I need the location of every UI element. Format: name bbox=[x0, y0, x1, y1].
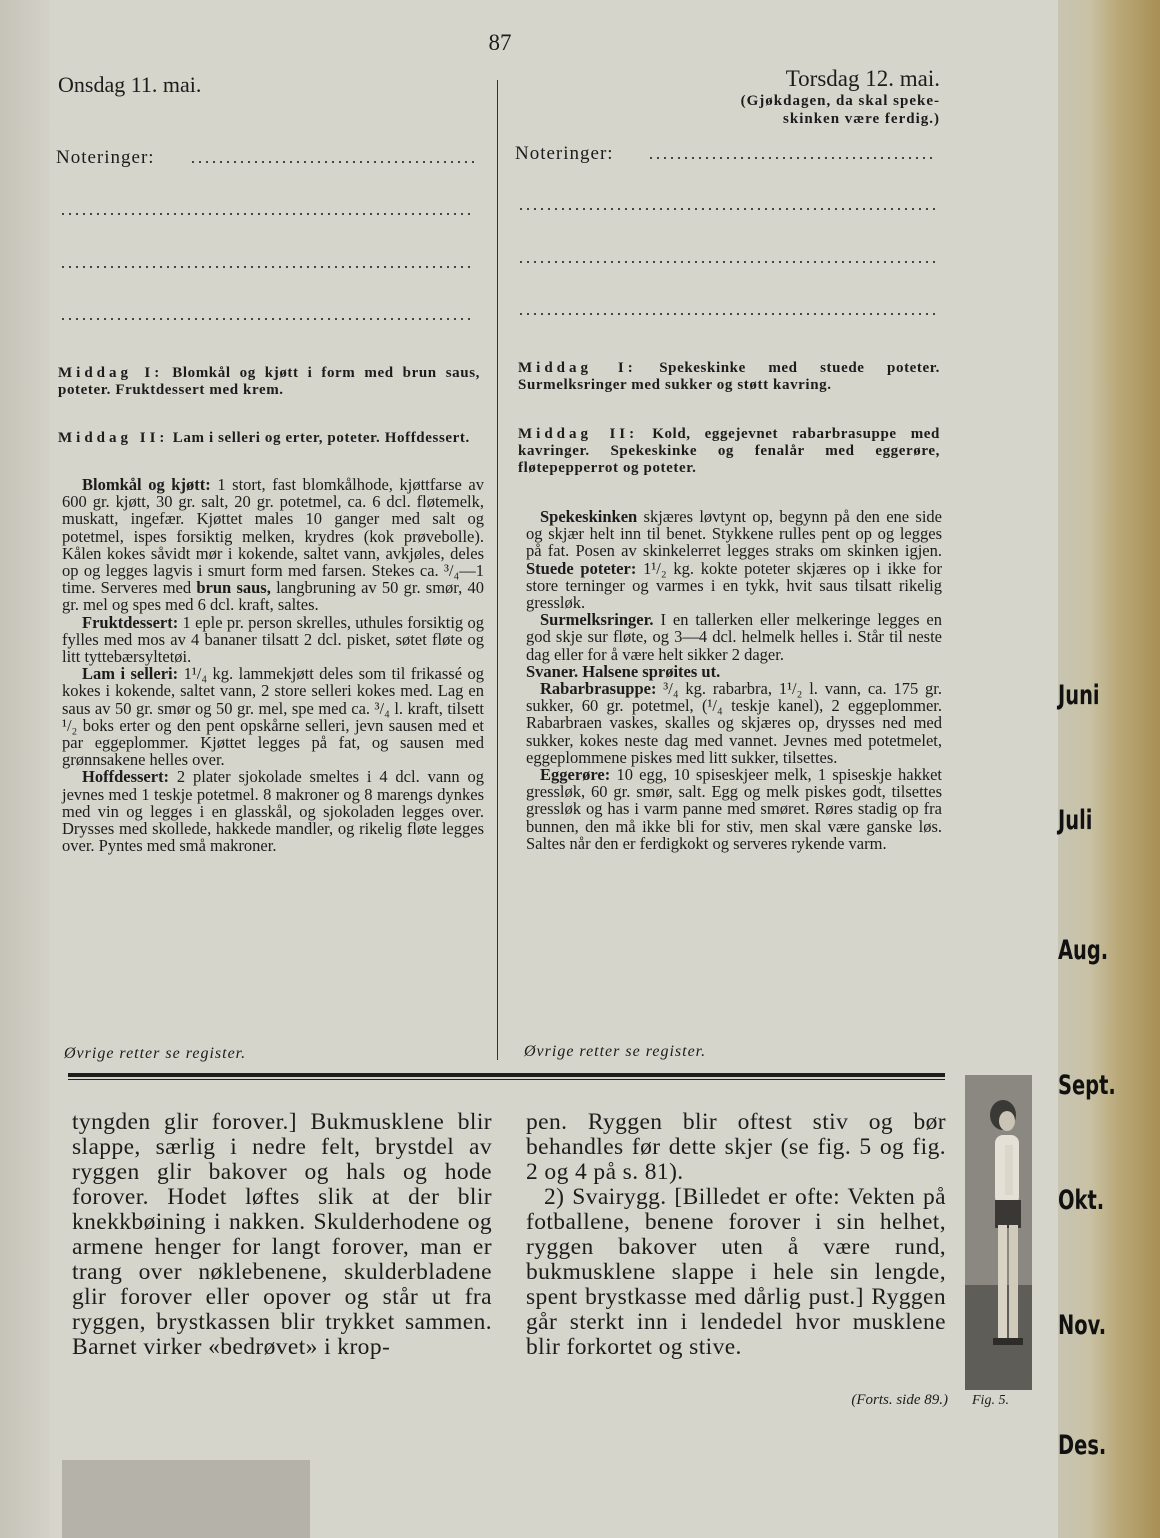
stain-box bbox=[62, 1460, 310, 1538]
article-right-column bbox=[526, 1110, 946, 1360]
recipe-heading: Stuede poteter: bbox=[526, 558, 637, 578]
recipe-text: 1¹/₄ kg. lammekjøtt deles som til frikassé og kokes i kokende, saltet vann, 2 store selleri kokes med. Lag en saus av 50 gr. smør og 50 gr. mel, spe med ca. ³/₄ l. kraft, tilsett ¹/₂ boks erter og den pent opskårne selleri, jevn sausen med et par eggeplommer. Kjøttet legges på fat, og sausen med grønnsakene helles over. bbox=[62, 664, 484, 770]
left-recipes bbox=[62, 476, 484, 854]
recipe-heading: Lam i selleri: bbox=[82, 664, 179, 684]
recipe-text: I en tallerken eller melkeringe legges en god skje sur fløte, og 3—4 dcl. helmelk helles i. Står til neste dag eller for å være helt sikker 2 dager. bbox=[526, 610, 942, 664]
right-ovrige-note: Øvrige retter se register. bbox=[524, 1043, 707, 1060]
right-notes-line-1 bbox=[650, 157, 935, 159]
tab-sept[interactable]: Sept. bbox=[1058, 1070, 1116, 1101]
section-divider-thin bbox=[68, 1079, 945, 1080]
left-middag-1-text: Blomkål og kjøtt i form med brun saus, poteter. Fruktdessert med krem. bbox=[58, 365, 480, 398]
recipe-heading: Surmelksringer. bbox=[540, 610, 654, 630]
section-divider bbox=[68, 1073, 945, 1077]
tab-okt[interactable]: Okt. bbox=[1058, 1185, 1105, 1216]
left-ovrige-note: Øvrige retter se register. bbox=[64, 1045, 247, 1062]
right-middag-1-text: Spekeskinke med stuede poteter. Surmelksringer med sukker og støtt kavring. bbox=[518, 360, 941, 393]
recipe-text: 1¹/₂ kg. kokte poteter skjæres op i ikke for store terninger og varmes i en tykk, hvit saus tilsatt rikelig gressløk. bbox=[526, 558, 942, 613]
left-day-title: Onsdag 11. mai. bbox=[58, 72, 202, 97]
recipe-heading: Hoffdessert: bbox=[82, 767, 170, 787]
left-notes-label: Noteringer: bbox=[56, 147, 155, 168]
left-middag-1 bbox=[58, 365, 480, 399]
article-paragraph-1: pen. Ryggen blir oftest stiv og bør behandles før dette skjer (se fig. 5 og fig. 2 og 4 på s. 81). bbox=[526, 1109, 946, 1185]
left-middag-2 bbox=[58, 430, 480, 447]
right-day-subtitle-1: (Gjøkdagen, da skal speke- bbox=[740, 93, 940, 109]
left-middag-2-text: Lam i selleri og erter, poteter. Hoffdessert. bbox=[172, 430, 470, 446]
recipe-text: 10 egg, 10 spiseskjeer melk, 1 spiseskje hakket gressløk, 60 gr. smør, salt. Egg og melk piskes godt, tilsettes gressløk og has i varm panne med smøret. Røres stadig op fra bunnen, den må ikke bli for stiv, men skal være ganske løs. Saltes når den er ferdigkokt og serveres rykende varm. bbox=[526, 765, 942, 853]
right-day-title bbox=[515, 66, 940, 128]
left-notes-line-3 bbox=[62, 266, 474, 268]
right-middag-2-text: Kold, eggejevnet rabarbrasuppe med kavringer. Spekeskinke og fenalår med eggerøre, fløtepepperrot og poteter. bbox=[518, 426, 940, 476]
page-edge-tabs bbox=[1058, 0, 1160, 1538]
tab-juli[interactable]: Juli bbox=[1058, 805, 1093, 836]
left-notes-line-2 bbox=[62, 213, 474, 215]
left-middag-1-label: Middag I: bbox=[58, 365, 164, 381]
right-notes-line-3 bbox=[520, 261, 935, 263]
recipe-heading: brun saus, bbox=[196, 578, 271, 598]
recipe-text: skjæres løvtynt op, begynn på den ene side og skjær helt inn til benet. Stykkene rulles pent op og legges på fat. Posen av skinkelerret legges straks om skinken igjen. bbox=[526, 507, 943, 561]
figure-caption: Fig. 5. bbox=[972, 1393, 1009, 1408]
tab-juni[interactable]: Juni bbox=[1058, 680, 1100, 711]
figure-photo bbox=[965, 1075, 1032, 1390]
right-middag-1 bbox=[518, 360, 940, 394]
recipe-text: 1 stort, fast blomkålhode, kjøttfarse av 600 gr. kjøtt, 30 gr. salt, 20 gr. potetmel, ca. 6 dcl. fløtemelk, muskatt, ingefær. Kjøttet males 10 ganger med salt og potetmel, ispes forsiktig melken, krydres (kok prøvebolle). Kålen kokes såvidt mør i kokende, saltet vann, avkjøles, deles op og legges lagvis i smurt form med farsen. Stekes ca. ³/₄—1 time. Serveres med bbox=[62, 475, 485, 598]
left-middag-2-label: Middag II: bbox=[58, 430, 169, 446]
standing-child-figure bbox=[965, 1075, 1032, 1390]
right-day-subtitle-2: skinken være ferdig.) bbox=[783, 111, 940, 127]
column-divider bbox=[497, 80, 498, 1060]
recipe-heading: Blomkål og kjøtt: bbox=[82, 475, 211, 494]
recipe-text: ³/₄ kg. rabarbra, 1¹/₂ l. vann, ca. 175 gr. sukker, 60 gr. potetmel, (¹/₄ teskje kanel), 2 eggeplommer. Rabarbraen vaskes, skalles og skjæres op, drysses ned med sukker, kokes neste dag med vannet. Jevnes med potetmelet, eggeplommene piskes med litt sukker, tilsettes. bbox=[526, 679, 942, 767]
right-middag-2-label: Middag II: bbox=[518, 426, 639, 442]
page-number: 87 bbox=[488, 30, 512, 55]
article-left-column: tyngden glir forover.] Bukmusklene blir slappe, særlig i nedre felt, brystdel av ryggen glir bakover og hals og hode forover. Hodet løftes slik at der blir knekkbøining i nakken. Skulderhodene og armene henger for langt forover, man er trang over nøklebenene, skulderbladene glir forover eller opover og står ut fra ryggen, brystkassen blir trykket sammen. Barnet virker «bedrøvet» i krop- bbox=[72, 1109, 492, 1360]
right-notes-line-2 bbox=[520, 208, 935, 210]
recipe-text: 1 eple pr. person skrelles, uthules forsiktig og fylles med mos av 4 bananer tilsatt 2 dcl. pisket, søtet fløte og litt tyttebærsyltetøi. bbox=[62, 612, 484, 667]
tab-des[interactable]: Des. bbox=[1058, 1430, 1107, 1461]
tab-nov[interactable]: Nov. bbox=[1058, 1310, 1107, 1341]
right-notes-line-4 bbox=[520, 313, 935, 315]
recipe-heading: Fruktdessert: bbox=[82, 612, 179, 632]
recipe-heading: Svaner. Halsene sprøites ut. bbox=[526, 661, 721, 681]
right-day-heading: Torsdag 12. mai. bbox=[785, 66, 940, 91]
recipe-text: langbruning av 50 gr. smør, 40 gr. mel og spes med 6 dcl. kraft, saltes. bbox=[62, 578, 484, 615]
recipe-text: 2 plater sjokolade smeltes i 4 dcl. vann og jevnes med 1 teskje potetmel. 8 makroner og 8 marengs dynkes med vin og legges i en glasskål, og sjokoladen legges over. Drysses med skollede, hakkede mandler, og rikelig fløte legges over. Pyntes med små makroner. bbox=[62, 767, 484, 856]
right-notes-label: Noteringer: bbox=[515, 143, 614, 164]
recipe-heading: Eggerøre: bbox=[540, 765, 611, 785]
right-middag-2 bbox=[518, 426, 940, 477]
left-notes-line-1 bbox=[192, 161, 474, 163]
tab-aug[interactable]: Aug. bbox=[1058, 935, 1109, 966]
right-middag-1-label: Middag I: bbox=[518, 360, 637, 376]
left-notes-line-4 bbox=[62, 318, 474, 320]
page-binding bbox=[0, 0, 50, 1538]
right-recipes bbox=[526, 508, 942, 852]
recipe-heading: Rabarbrasuppe: bbox=[540, 679, 657, 699]
recipe-heading: Spekeskinken bbox=[540, 507, 638, 526]
article-paragraph-2: 2) Svairygg. [Billedet er ofte: Vekten på fotballene, benene forover i sin helhet, ryggen bakover uten å være rund, bukmusklene slappe i hele sin lengde, spent brystkasse med dårlig pust.] Ryggen går sterkt inn i lendedel hvor musklene blir forkortet og stive. bbox=[526, 1184, 946, 1360]
continued-note: (Forts. side 89.) bbox=[851, 1392, 948, 1408]
